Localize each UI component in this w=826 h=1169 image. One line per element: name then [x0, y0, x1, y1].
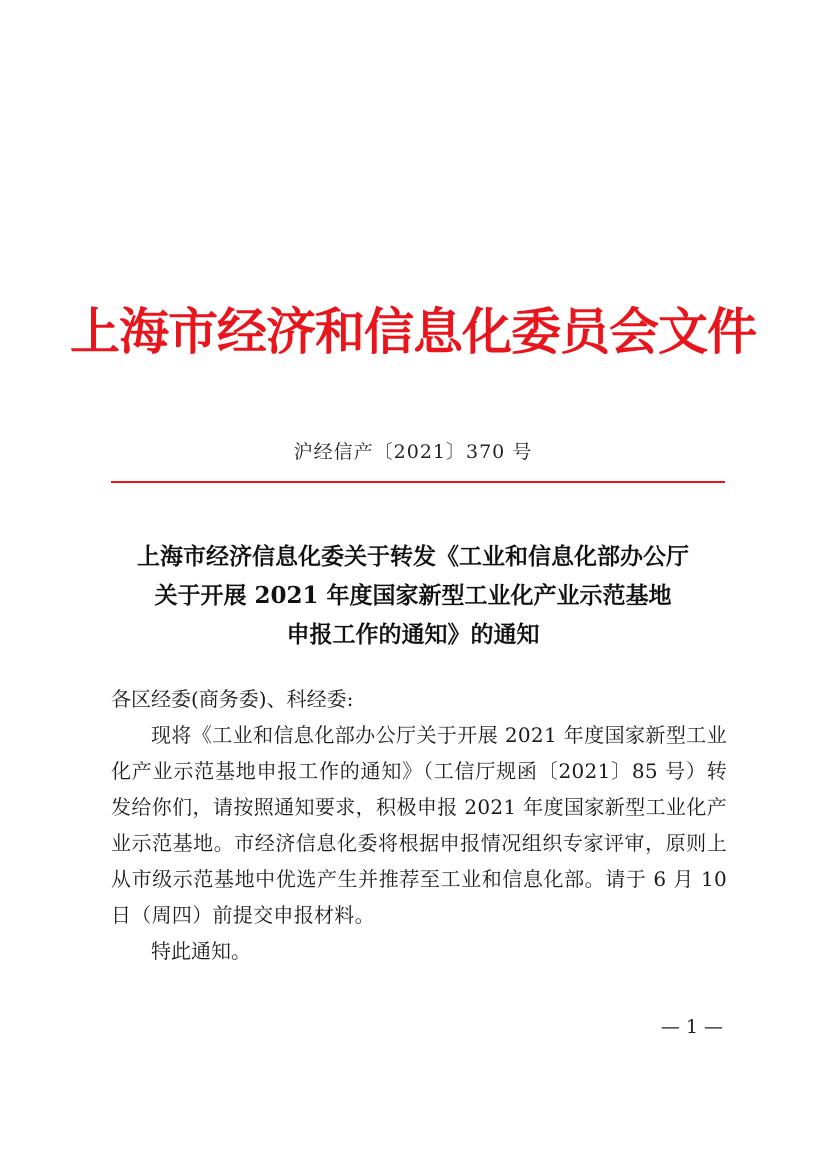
title-line-3: 申报工作的通知》的通知	[286, 621, 540, 648]
document-body	[111, 681, 727, 969]
closing-line: 特此通知。	[151, 939, 251, 963]
document-title	[90, 537, 736, 654]
document-header: 上海市经济和信息化委员会文件	[70, 302, 756, 361]
salutation: 各区经委(商务委)、科经委:	[111, 687, 354, 711]
body-paragraph: 现将《工业和信息化部办公厅关于开展 2021 年度国家新型工业化产业示范基地申报工作的通知》（工信厅规函〔2021〕85 号）转发给你们，请按照通知要求，积极申报 2021 年度国家新型工业化产业示范基地。市经济信息化委将根据申报情况组织专家评审，原则上从市级示范基地中优选产生并推荐至工业和信息化部。请于 6 月 10 日（周四）前提交申报材料。	[111, 723, 727, 927]
title-line-2: 关于开展 2021 年度国家新型工业化产业示范基地	[154, 582, 672, 609]
title-line-1: 上海市经济信息化委关于转发《工业和信息化部办公厅	[137, 543, 689, 570]
page-number: — 1 —	[660, 1016, 723, 1038]
document-number: 沪经信产〔2021〕370 号	[293, 441, 533, 463]
header-divider	[111, 481, 725, 483]
